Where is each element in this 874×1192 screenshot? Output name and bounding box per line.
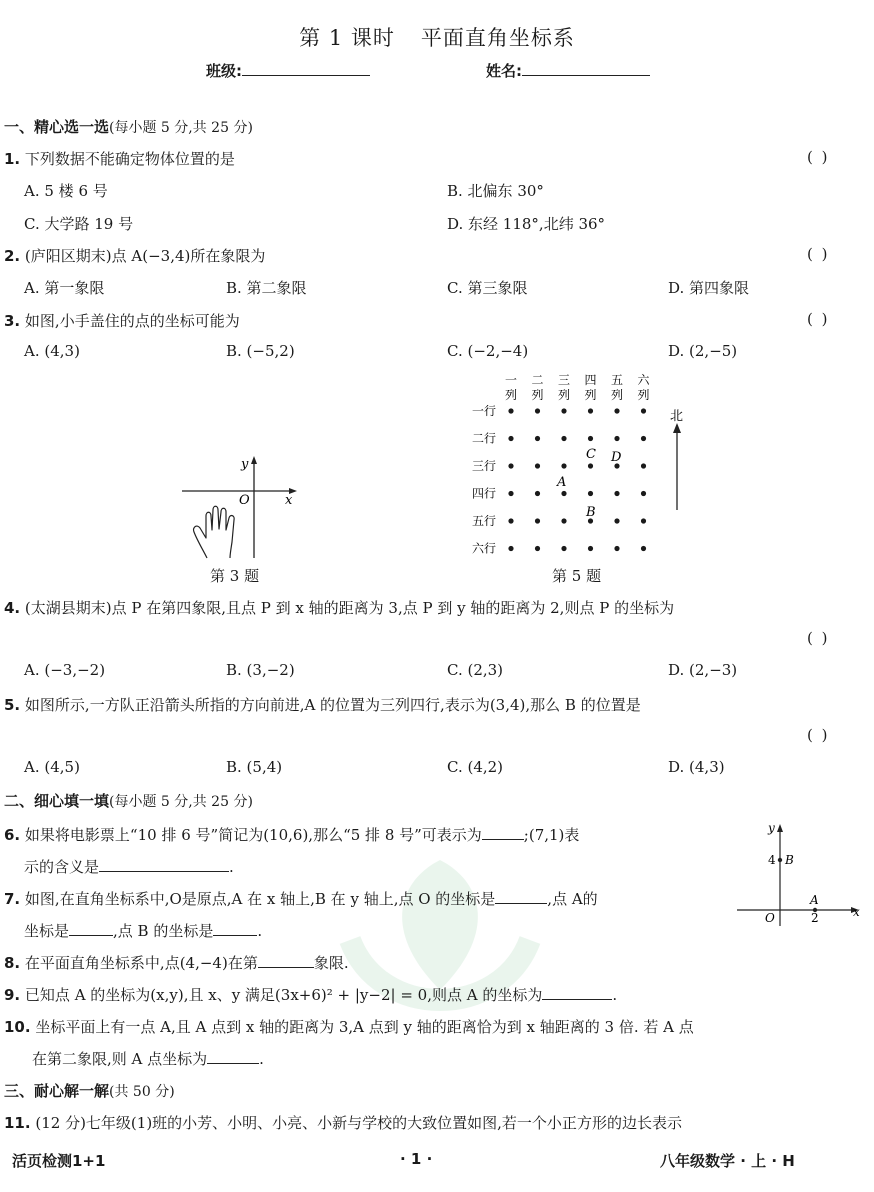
section-1-heading <box>4 116 253 137</box>
fig5-dot <box>535 463 540 468</box>
fig3-origin-label: O <box>239 493 250 508</box>
fig5-dot <box>561 463 566 468</box>
q7-blank-3[interactable] <box>213 922 257 936</box>
q5-option-b[interactable]: B. (5,4) <box>226 758 283 776</box>
fig5-column-header: 六 <box>637 373 650 387</box>
q6-text-4: . <box>229 858 234 876</box>
fig5-dot <box>508 491 513 496</box>
section-3-note: (共 50 分) <box>109 1084 175 1100</box>
q1-option-c[interactable]: C. 大学路 19 号 <box>24 215 134 233</box>
q9-text-2: . <box>612 986 618 1004</box>
q1-text: 下列数据不能确定物体位置的是 <box>24 150 235 168</box>
fig5-dot <box>535 491 540 496</box>
q5-number: 5. <box>4 696 21 714</box>
fig5-row-header: 五行 <box>472 514 497 528</box>
q1-number: 1. <box>4 150 21 168</box>
fig3-y-label: y <box>241 457 249 472</box>
footer-series-name: 活页检测1+1 <box>12 1152 106 1170</box>
fig7-tick-2: 2 <box>811 911 819 925</box>
question-8 <box>4 952 349 973</box>
fig5-dot <box>508 408 513 413</box>
fig5-dot <box>614 518 619 523</box>
q6-text-3: 示的含义是 <box>24 858 100 876</box>
q2-number: 2. <box>4 247 21 265</box>
fig5-column-header: 一 <box>505 373 518 387</box>
fig5-dot <box>535 546 540 551</box>
question-1 <box>4 148 235 169</box>
fig5-dot <box>614 408 619 413</box>
q6-text-1: 如果将电影票上“10 排 6 号”简记为(10,6),那么“5 排 8 号”可表示为 <box>24 826 482 844</box>
fig7-point-b-label: B <box>785 853 794 867</box>
q4-text: (太湖县期末)点 P 在第四象限,且点 P 到 x 轴的距离为 3,点 P 到 y 轴的距离为 2,则点 P 的坐标为 <box>24 599 675 617</box>
fig5-dot <box>561 436 566 441</box>
q4-option-a[interactable]: A. (−3,−2) <box>24 661 106 679</box>
q2-text: (庐阳区期末)点 A(−3,4)所在象限为 <box>24 247 266 265</box>
fig5-north-label: 北 <box>670 409 684 424</box>
question-2 <box>4 245 265 266</box>
fig7-tick-4: 4 <box>768 853 776 867</box>
fig5-column-header: 四 <box>584 373 597 387</box>
q5-answer-paren[interactable]: ( ) <box>807 726 830 744</box>
q4-option-d[interactable]: D. (2,−3) <box>668 661 738 679</box>
fig5-dot <box>641 546 646 551</box>
fig5-dot <box>561 546 566 551</box>
watermark-logo <box>320 820 560 1100</box>
q5-option-d[interactable]: D. (4,3) <box>668 758 725 776</box>
q3-answer-paren[interactable]: ( ) <box>807 310 830 328</box>
q2-option-a[interactable]: A. 第一象限 <box>24 279 105 297</box>
fig5-dot <box>588 436 593 441</box>
q10-number: 10. <box>4 1018 31 1036</box>
fig5-dot <box>535 408 540 413</box>
figure-5 <box>470 370 700 565</box>
question-6 <box>4 824 579 845</box>
fig5-column-header: 列 <box>531 388 544 402</box>
fig5-dot-grid <box>508 408 646 551</box>
name-field <box>486 60 650 81</box>
question-9 <box>4 984 617 1005</box>
q9-blank[interactable] <box>542 986 612 1000</box>
section-2-heading <box>4 790 253 811</box>
q11-number: 11. <box>4 1114 31 1132</box>
section-2-note: (每小题 5 分,共 25 分) <box>109 794 253 810</box>
question-7-line-2 <box>24 920 262 941</box>
north-arrow-icon <box>673 423 681 433</box>
figure-7 <box>735 818 865 928</box>
q7-number: 7. <box>4 890 21 908</box>
class-field <box>206 60 370 81</box>
fig5-dot <box>641 463 646 468</box>
q7-text-4: ,点 B 的坐标是 <box>113 922 214 940</box>
q3-option-c[interactable]: C. (−2,−4) <box>447 342 529 360</box>
question-10-line-2 <box>32 1048 264 1069</box>
q2-option-d[interactable]: D. 第四象限 <box>668 279 750 297</box>
fig5-point-c: C <box>586 447 596 462</box>
q7-blank-1[interactable] <box>495 890 547 904</box>
fig5-column-header: 二 <box>531 373 544 387</box>
q3-number: 3. <box>4 312 21 330</box>
q1-option-b[interactable]: B. 北偏东 30° <box>447 182 544 200</box>
fig5-dot <box>508 463 513 468</box>
fig5-column-header: 列 <box>505 388 518 402</box>
figure-3 <box>175 450 305 562</box>
fig5-dot <box>535 436 540 441</box>
q10-blank[interactable] <box>207 1050 259 1064</box>
fig5-point-b: B <box>586 505 596 520</box>
q8-blank[interactable] <box>258 954 314 968</box>
q6-text-2: ;(7,1)表 <box>523 826 580 844</box>
question-11 <box>4 1112 682 1133</box>
lesson-number: 第 1 课时 <box>299 26 395 50</box>
q5-text: 如图所示,一方队正沿箭头所指的方向前进,A 的位置为三列四行,表示为(3,4),那么 B 的位置是 <box>24 696 641 714</box>
fig7-point-b-dot <box>778 858 782 862</box>
name-blank[interactable] <box>522 61 650 76</box>
question-6-line-2 <box>24 856 234 877</box>
fig5-dot <box>588 546 593 551</box>
section-3-heading <box>4 1080 175 1101</box>
fig5-column-header: 列 <box>637 388 650 402</box>
fig5-column-header: 列 <box>611 388 624 402</box>
footer-page-number: · 1 · <box>400 1150 433 1168</box>
question-5 <box>4 694 641 715</box>
class-label: 班级: <box>206 62 242 80</box>
fig5-row-header: 六行 <box>472 541 497 556</box>
q7-blank-2[interactable] <box>69 922 113 936</box>
q9-number: 9. <box>4 986 21 1004</box>
q1-answer-paren[interactable]: ( ) <box>807 148 830 166</box>
q11-text: (12 分)七年级(1)班的小芳、小明、小亮、小新与学校的大致位置如图,若一个小正方形的边长表示 <box>35 1114 682 1132</box>
q6-blank-2[interactable] <box>99 858 229 872</box>
q7-text-2: ,点 A的 <box>547 890 598 908</box>
fig5-column-header: 三 <box>558 373 571 387</box>
fig5-dot <box>641 518 646 523</box>
fig7-origin-label: O <box>765 911 775 925</box>
q8-text-1: 在平面直角坐标系中,点(4,−4)在第 <box>24 954 258 972</box>
q6-number: 6. <box>4 826 21 844</box>
q5-option-a[interactable]: A. (4,5) <box>24 758 80 776</box>
section-1-note: (每小题 5 分,共 25 分) <box>109 120 253 136</box>
q6-blank-1[interactable] <box>482 826 524 840</box>
lesson-title: 平面直角坐标系 <box>420 26 575 50</box>
q1-option-a[interactable]: A. 5 楼 6 号 <box>24 182 108 200</box>
q1-option-d[interactable]: D. 东经 118°,北纬 36° <box>447 215 606 233</box>
fig3-x-label: x <box>285 493 293 508</box>
fig7-y-label: y <box>768 821 775 835</box>
fig5-column-headers <box>505 373 651 402</box>
fig5-dot <box>641 491 646 496</box>
figure-3-caption: 第 3 题 <box>210 567 260 585</box>
class-blank[interactable] <box>242 61 370 76</box>
fig5-dot <box>508 546 513 551</box>
hand-icon <box>194 506 235 558</box>
fig5-row-header: 三行 <box>472 459 497 473</box>
question-10 <box>4 1016 694 1037</box>
q3-option-d[interactable]: D. (2,−5) <box>668 342 738 360</box>
q4-answer-paren[interactable]: ( ) <box>807 629 830 647</box>
fig5-dot <box>535 518 540 523</box>
section-1-title: 一、精心选一选 <box>4 118 110 136</box>
q3-text: 如图,小手盖住的点的坐标可能为 <box>24 312 240 330</box>
fig5-row-header: 一行 <box>472 404 497 418</box>
fig5-dot <box>508 436 513 441</box>
q8-text-2: 象限. <box>313 954 349 972</box>
fig5-dot <box>508 518 513 523</box>
section-2-title: 二、细心填一填 <box>4 792 110 810</box>
fig3-y-arrow <box>251 456 257 464</box>
fig5-dot <box>588 463 593 468</box>
question-4 <box>4 597 674 618</box>
q2-answer-paren[interactable]: ( ) <box>807 245 830 263</box>
fig5-dot <box>641 436 646 441</box>
fig7-x-label: x <box>853 905 860 919</box>
fig5-row-headers <box>472 404 496 556</box>
q8-number: 8. <box>4 954 21 972</box>
fig5-dot <box>588 491 593 496</box>
q2-option-b[interactable]: B. 第二象限 <box>226 279 307 297</box>
fig7-y-arrow <box>777 824 783 832</box>
page-title <box>0 22 874 52</box>
footer-book-title: 八年级数学 · 上 · H <box>660 1152 795 1170</box>
q7-text-3: 坐标是 <box>24 922 70 940</box>
q4-option-c[interactable]: C. (2,3) <box>447 661 504 679</box>
fig5-row-header: 二行 <box>472 431 497 446</box>
q9-text-1: 已知点 A 的坐标为(x,y),且 x、y 满足(3x+6)² + |y−2| = 0,则点 A 的坐标为 <box>24 986 543 1004</box>
fig5-point-d: D <box>611 450 622 465</box>
fig5-dot <box>561 491 566 496</box>
q10-text-1: 坐标平面上有一点 A,且 A 点到 x 轴的距离为 3,A 点到 y 轴的距离恰为到 x 轴距离的 3 倍. 若 A 点 <box>35 1018 694 1036</box>
fig5-dot <box>641 408 646 413</box>
q3-option-b[interactable]: B. (−5,2) <box>226 342 295 360</box>
q4-option-b[interactable]: B. (3,−2) <box>226 661 295 679</box>
fig7-point-a-label: A <box>810 893 819 907</box>
q7-text-1: 如图,在直角坐标系中,O是原点,A 在 x 轴上,B 在 y 轴上,点 O 的坐标是 <box>24 890 496 908</box>
fig5-column-header: 五 <box>611 373 624 387</box>
fig5-point-a: A <box>557 475 567 490</box>
question-3 <box>4 310 240 331</box>
fig5-dot <box>588 408 593 413</box>
q4-number: 4. <box>4 599 21 617</box>
q10-text-2: 在第二象限,则 A 点坐标为 <box>32 1050 208 1068</box>
fig5-dot <box>614 436 619 441</box>
fig5-dot <box>614 546 619 551</box>
question-7 <box>4 888 598 909</box>
fig5-row-header: 四行 <box>472 486 497 501</box>
section-3-title: 三、耐心解一解 <box>4 1082 110 1100</box>
fig5-dot <box>561 408 566 413</box>
fig5-column-header: 列 <box>558 388 571 402</box>
q7-text-5: . <box>257 922 263 940</box>
q10-text-3: . <box>259 1050 264 1068</box>
q2-option-c[interactable]: C. 第三象限 <box>447 279 528 297</box>
name-label: 姓名: <box>486 62 522 80</box>
figure-5-caption: 第 5 题 <box>552 567 602 585</box>
fig5-dot <box>614 491 619 496</box>
fig5-dot <box>561 518 566 523</box>
q5-option-c[interactable]: C. (4,2) <box>447 758 504 776</box>
q3-option-a[interactable]: A. (4,3) <box>24 342 80 360</box>
fig5-column-header: 列 <box>584 388 597 402</box>
